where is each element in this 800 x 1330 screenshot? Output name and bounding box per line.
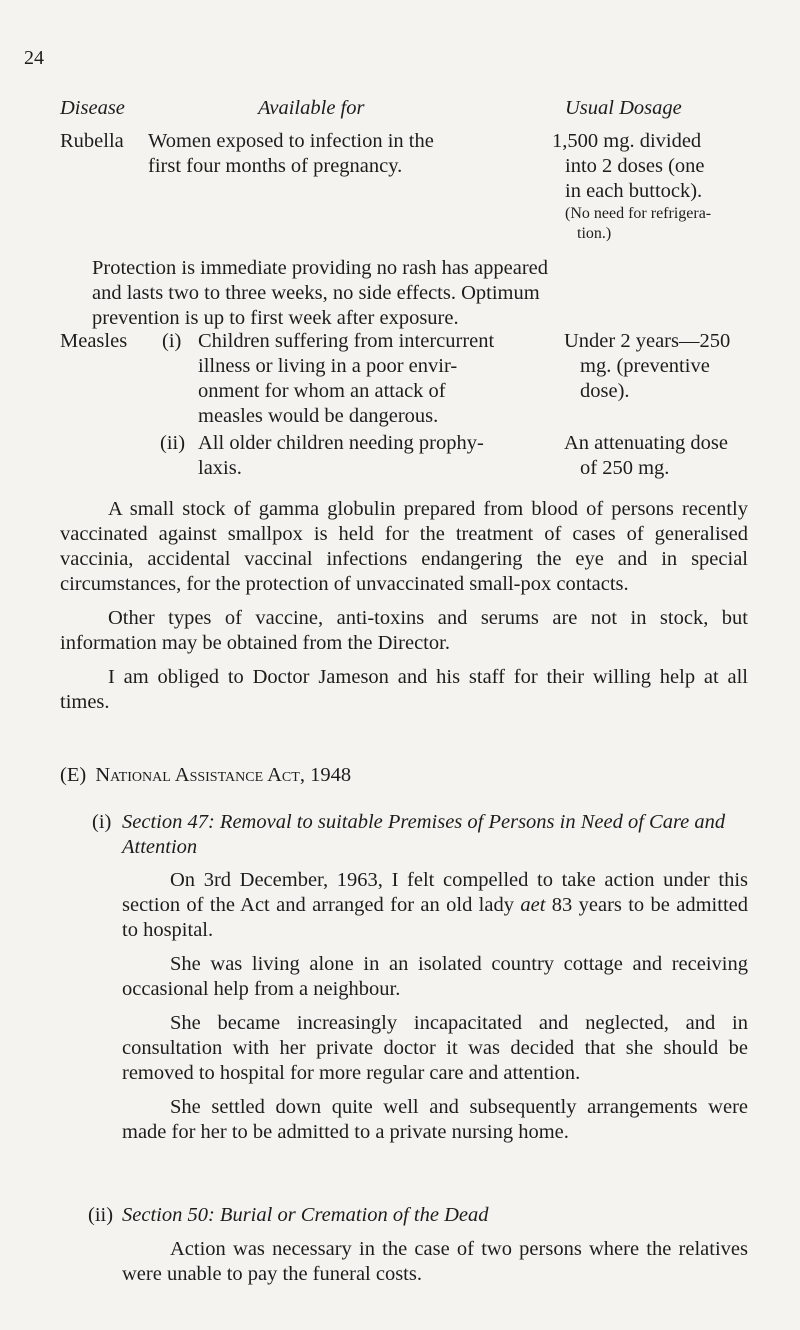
section-e-heading [60, 763, 351, 788]
rubella-available [148, 129, 434, 179]
rubella-protection-paragraph [92, 256, 732, 331]
section-i-paragraph-3: She became increasingly incapacitated and neglected, and in consultation with her private doctor it was decided that she should be removed to hospital for more regular care and attention. [122, 1012, 748, 1084]
section-e-title: National Assistance Act, 1948 [95, 764, 352, 786]
rubella-para-line: prevention is up to first week after exposure. [92, 307, 459, 329]
section-ii-prefix: Section 50: [122, 1204, 220, 1226]
section-ii-title: Burial or Cremation of the Dead [219, 1204, 489, 1226]
section-i-label: (i) [92, 811, 112, 833]
measles-i-text [198, 329, 494, 429]
header-available-for: Available for [258, 97, 365, 119]
section-ii-heading [122, 1203, 748, 1228]
rubella-para-line: and lasts two to three weeks, no side effects. Optimum [92, 282, 540, 304]
rubella-note-line: (No need for refrigera- [565, 205, 712, 222]
rubella-disease: Rubella [60, 130, 124, 152]
section-i-prefix: Section 47: [122, 811, 220, 833]
rubella-dosage-note [565, 204, 711, 244]
thanks-paragraph: I am obliged to Doctor Jameson and his staff for their willing help at all times. [60, 666, 748, 713]
section-i-heading [122, 810, 748, 860]
rubella-dosage [552, 129, 705, 204]
rubella-available-line: Women exposed to infection in the [148, 130, 434, 152]
measles-ii-text [198, 431, 484, 481]
other-vaccines-paragraph: Other types of vaccine, anti-toxins and serums are not in stock, but information may be obtained from the Director. [60, 607, 748, 654]
section-i-title: Removal to suitable Premises of Persons in Need of Care and Attention [122, 811, 726, 858]
header-usual-dosage: Usual Dosage [565, 97, 682, 119]
section-i-paragraph-2: She was living alone in an isolated country cottage and receiving occasional help from a neighbour. [122, 953, 748, 1000]
rubella-para-line: Protection is immediate providing no rash has appeared [92, 257, 549, 279]
section-i-paragraph-1 [122, 868, 748, 943]
measles-ii-line: All older children needing prophy- [198, 432, 484, 454]
rubella-dosage-line: into 2 doses (one [565, 155, 705, 177]
rubella-note-line: tion.) [577, 225, 612, 242]
gamma-globulin-paragraph: A small stock of gamma globulin prepared from blood of persons recently vaccinated against smallpox is held for the treatment of cases of generalised vaccinia, accidental vaccinal infections endangering the eye and in special circumstances, for the protection of unvaccinated small-pox contacts. [60, 498, 748, 595]
measles-ii-line: laxis. [198, 457, 242, 479]
body-paragraphs [60, 497, 748, 715]
section-ii-label: (ii) [88, 1204, 114, 1226]
section-ii-paragraph-1: Action was necessary in the case of two persons where the relatives were unable to pay the funeral costs. [122, 1238, 748, 1285]
measles-i-line: Children suffering from intercurrent [198, 330, 495, 352]
rubella-dosage-line: in each buttock). [565, 180, 703, 202]
page-number: 24 [24, 47, 44, 69]
section-i-p1-text: On 3rd December, 1963, I felt compelled to take action under this section of the Act and arranged for an old lady [122, 869, 748, 916]
measles-disease: Measles [60, 330, 128, 352]
measles-i-dose-line: mg. (preventive [580, 355, 710, 377]
section-i-p1-aet: aet [520, 894, 546, 916]
rubella-available-line: first four months of pregnancy. [148, 155, 403, 177]
measles-i-line: measles would be dangerous. [198, 405, 439, 427]
measles-i-dose-line: dose). [580, 380, 630, 402]
section-i-paragraph-4: She settled down quite well and subsequently arrangements were made for her to be admitted to a private nursing home. [122, 1096, 748, 1143]
measles-ii-dose [564, 431, 728, 481]
measles-i-line: illness or living in a poor envir- [198, 355, 458, 377]
section-e-label: (E) [60, 764, 87, 786]
measles-i-dose-line: Under 2 years—250 [564, 330, 731, 352]
measles-i-label: (i) [162, 330, 182, 352]
measles-ii-label: (ii) [160, 432, 186, 454]
measles-ii-dose-line: An attenuating dose [564, 432, 728, 454]
section-i-p1-text-end: 83 years to be admitted to hospital. [122, 894, 748, 941]
measles-ii-dose-line: of 250 mg. [580, 457, 670, 479]
section-i-body [122, 868, 748, 1145]
rubella-dosage-line: 1,500 mg. divided [552, 130, 702, 152]
measles-i-dose [564, 329, 730, 404]
section-ii-body [122, 1237, 748, 1287]
measles-i-line: onment for whom an attack of [198, 380, 446, 402]
header-disease: Disease [60, 97, 125, 119]
